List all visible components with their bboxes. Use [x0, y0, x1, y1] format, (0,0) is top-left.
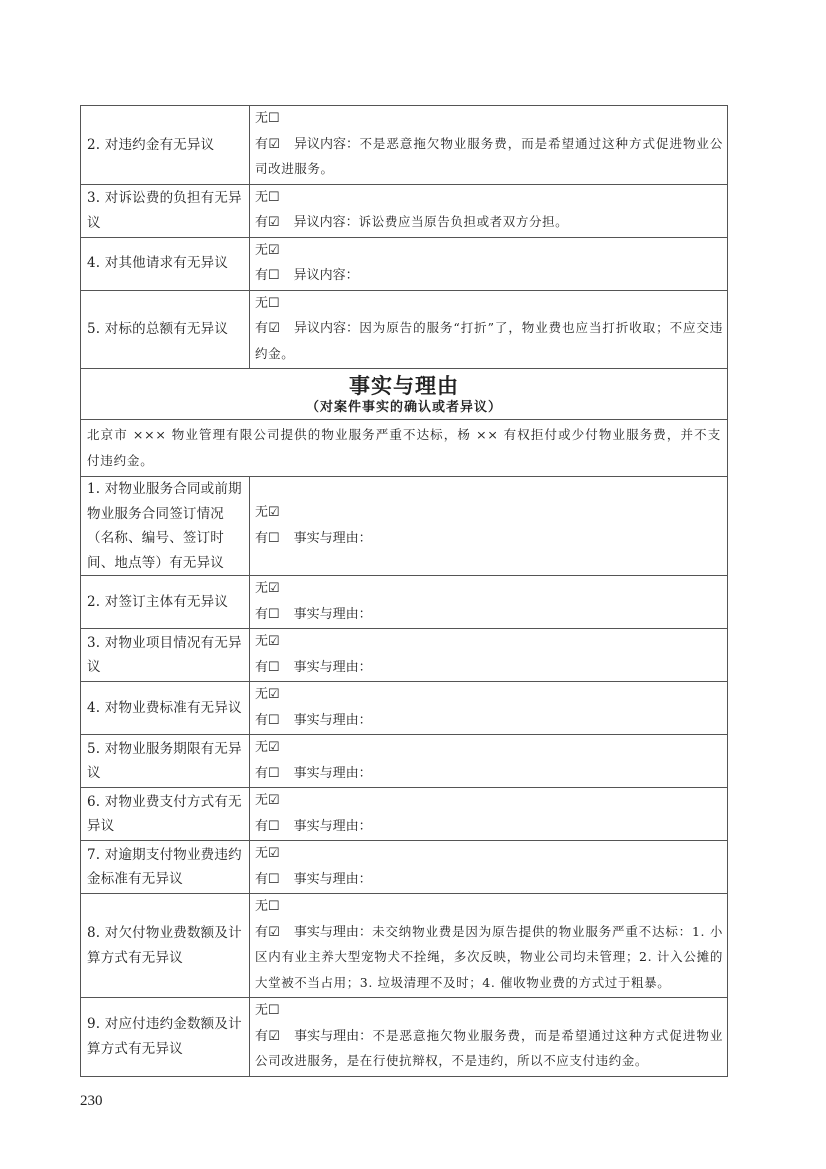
question-cell: 3. 对诉讼费的负担有无异议: [81, 184, 250, 237]
option-yes[interactable]: 有☐: [255, 659, 280, 675]
option-yes-line: [255, 814, 723, 840]
option-yes[interactable]: 有☐: [255, 712, 280, 728]
option-yes[interactable]: 有☐: [255, 530, 280, 546]
option-none[interactable]: 无☑: [255, 846, 280, 861]
option-yes[interactable]: 有☑: [255, 136, 281, 152]
question-cell: 1. 对物业服务合同或前期物业服务合同签订情况（名称、编号、签订时间、地点等）有无异议: [81, 477, 250, 576]
page-number: 230: [80, 1093, 103, 1109]
question-cell: 6. 对物业费支付方式有无异议: [81, 788, 250, 841]
question-cell: 3. 对物业项目情况有无异议: [81, 629, 250, 682]
form-row: [81, 788, 728, 841]
answer-cell: [250, 237, 728, 290]
answer-cell: [250, 106, 728, 185]
option-yes[interactable]: 有☐: [255, 765, 280, 781]
option-none[interactable]: 无☑: [255, 687, 280, 702]
question-cell: 5. 对标的总额有无异议: [81, 290, 250, 369]
option-yes-line: [255, 655, 723, 681]
option-yes[interactable]: 有☑: [255, 321, 280, 336]
option-none[interactable]: 无☐: [255, 899, 280, 914]
answer-cell: [250, 735, 728, 788]
answer-cell: [250, 184, 728, 237]
section-intro: 北京市 ××× 物业管理有限公司提供的物业服务严重不达标，杨 ×× 有权拒付或少付物业服务费，并不支付违约金。: [81, 420, 728, 477]
answer-cell: [250, 477, 728, 576]
form-sheet: [80, 105, 728, 1077]
question-cell: 2. 对签订主体有无异议: [81, 576, 250, 629]
detail-label: 异议内容：: [294, 136, 360, 152]
option-yes[interactable]: 有☑: [255, 1028, 281, 1044]
question-cell: 7. 对逾期支付物业费违约金标准有无异议: [81, 841, 250, 894]
question-cell: 2. 对违约金有无异议: [81, 106, 250, 185]
option-yes-line: [255, 1024, 723, 1075]
form-row: [81, 841, 728, 894]
option-yes-line: [255, 602, 723, 628]
detail-label: 事实与理由：: [293, 871, 372, 887]
option-none[interactable]: 无☑: [255, 793, 280, 808]
detail-label: 事实与理由：: [294, 1028, 373, 1044]
form-row: [81, 106, 728, 185]
detail-label: 异议内容：: [294, 321, 360, 336]
answer-cell: [250, 894, 728, 998]
option-yes-line: [255, 867, 723, 893]
form-row: [81, 735, 728, 788]
option-yes-line: [255, 316, 723, 367]
option-yes[interactable]: 有☑: [255, 924, 280, 940]
option-none[interactable]: 无☑: [255, 581, 280, 596]
form-row: [81, 576, 728, 629]
section-title: 事实与理由: [349, 373, 459, 398]
detail-label: 事实与理由：: [293, 765, 372, 781]
option-none[interactable]: 无☑: [255, 740, 280, 755]
detail-text: 因为原告的服务“打折”了，物业费也应当打折收取；不应交违约金。: [255, 320, 723, 361]
form-row: [81, 894, 728, 998]
option-none[interactable]: 无☐: [255, 111, 280, 126]
fact-rows: [81, 477, 728, 1077]
question-cell: 4. 对物业费标准有无异议: [81, 682, 250, 735]
option-yes-line: [255, 708, 723, 734]
form-row: [81, 184, 728, 237]
detail-text: 诉讼费应当原告负担或者双方分担。: [358, 214, 569, 229]
form-row: [81, 237, 728, 290]
objection-rows: [81, 106, 728, 369]
question-cell: 4. 对其他请求有无异议: [81, 237, 250, 290]
option-none[interactable]: 无☐: [255, 1003, 280, 1018]
detail-label: 事实与理由：: [293, 924, 372, 940]
detail-text: 不是恶意拖欠物业服务费，而是希望通过这种方式促进物业公司改进服务。: [255, 135, 724, 176]
form-row: [81, 290, 728, 369]
answer-cell: [250, 788, 728, 841]
option-none[interactable]: 无☐: [255, 189, 280, 205]
option-yes[interactable]: 有☐: [255, 818, 280, 834]
form-row: [81, 477, 728, 576]
question-cell: 5. 对物业服务期限有无异议: [81, 735, 250, 788]
detail-label: 事实与理由：: [293, 818, 372, 834]
detail-label: 事实与理由：: [293, 530, 372, 546]
option-yes-line: [255, 761, 723, 787]
detail-text: 未交纳物业费是因为原告提供的物业服务严重不达标：1. 小区内有业主养大型宠物犬不拴绳，多次反映，物业公司均未管理；2. 计入公摊的大堂被不当占用；3. 垃圾清理不及时；4. 催收物业费的方式过于粗暴。: [255, 923, 724, 990]
answer-cell: [250, 998, 728, 1077]
section-header: [81, 369, 728, 420]
detail-label: 事实与理由：: [293, 659, 372, 675]
form-row: [81, 629, 728, 682]
question-cell: 9. 对应付违约金数额及计算方式有无异议: [81, 998, 250, 1077]
section-subtitle: （对案件事实的确认或者异议）: [305, 400, 502, 415]
detail-label: 事实与理由：: [293, 606, 372, 622]
answer-cell: [250, 841, 728, 894]
option-yes-line: [255, 920, 723, 997]
detail-label: 事实与理由：: [293, 712, 372, 728]
option-yes[interactable]: 有☑: [255, 215, 280, 230]
detail-label: 异议内容：: [293, 215, 359, 230]
option-none[interactable]: 无☑: [255, 505, 280, 520]
answer-cell: [250, 576, 728, 629]
option-yes-line: [255, 263, 723, 289]
question-cell: 8. 对欠付物业费数额及计算方式有无异议: [81, 894, 250, 998]
option-yes[interactable]: 有☐: [255, 871, 280, 887]
form-row: [81, 682, 728, 735]
form-row: [81, 998, 728, 1077]
facts-section: [81, 369, 728, 477]
detail-text: 不是恶意拖欠物业服务费，而是希望通过这种方式促进物业公司改进服务，是在行使抗辩权，不是违约，所以不应支付违约金。: [255, 1027, 724, 1068]
section-header-row: [81, 369, 728, 420]
answer-cell: [250, 629, 728, 682]
section-intro-row: [81, 420, 728, 477]
detail-label: 异议内容：: [293, 268, 359, 283]
answer-cell: [250, 290, 728, 369]
option-yes-line: [255, 132, 723, 183]
response-form-table: [80, 105, 728, 1077]
option-yes-line: [255, 526, 723, 552]
option-none[interactable]: 无☑: [255, 242, 280, 258]
answer-cell: [250, 682, 728, 735]
option-none[interactable]: 无☑: [255, 634, 280, 649]
option-yes[interactable]: 有☐: [255, 606, 280, 622]
option-yes[interactable]: 有☐: [255, 268, 280, 283]
option-yes-line: [255, 210, 723, 236]
option-none[interactable]: 无☐: [255, 295, 280, 311]
